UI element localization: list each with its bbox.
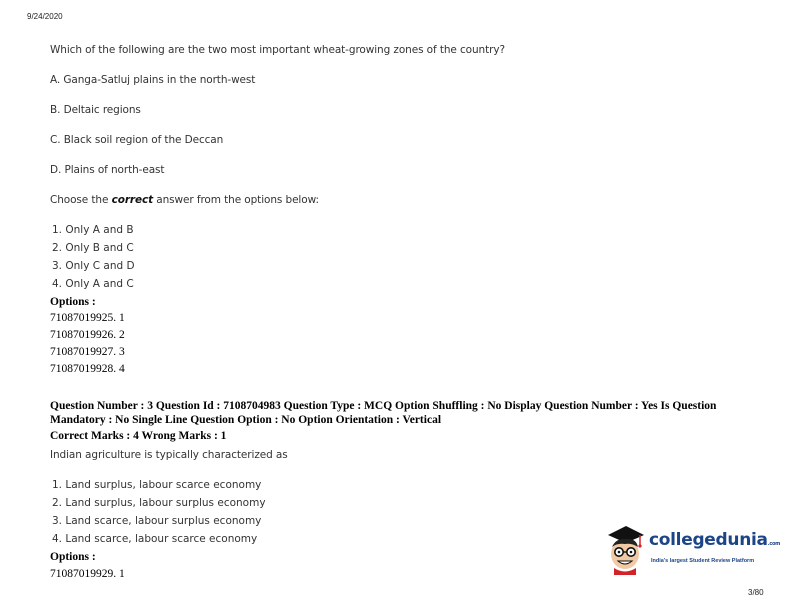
mascot-icon (604, 521, 648, 577)
print-date: 9/24/2020 (27, 12, 63, 21)
choice-4: 4. Only A and C (52, 278, 134, 290)
option-id: 71087019925. 1 (50, 312, 125, 324)
logo-wordmark (649, 530, 780, 550)
logo-name: collegedunia (649, 530, 768, 550)
instruction-before: Choose the (50, 194, 112, 206)
statement-d: D. Plains of north-east (50, 164, 165, 176)
marks-info: Correct Marks : 4 Wrong Marks : 1 (50, 430, 227, 442)
question-meta: Question Number : 3 Question Id : 7108704983 Question Type : MCQ Option Shuffling : No Display Question Number : Yes Is Question (50, 400, 717, 412)
choice-1: 1. Only A and B (52, 224, 134, 236)
option-id: 71087019929. 1 (50, 568, 125, 580)
collegedunia-logo (604, 521, 781, 577)
options-label: Options : (50, 296, 96, 308)
option-id: 71087019927. 3 (50, 346, 125, 358)
choice-2: 2. Only B and C (52, 242, 134, 254)
question-text: Indian agriculture is typically characterized as (50, 449, 288, 461)
option-id: 71087019928. 4 (50, 363, 125, 375)
statement-a: A. Ganga-Satluj plains in the north-west (50, 74, 256, 86)
instruction-emphasis: correct (111, 194, 154, 206)
question-text: Which of the following are the two most important wheat-growing zones of the country? (50, 44, 505, 56)
options-label: Options : (50, 551, 96, 563)
statement-c: C. Black soil region of the Deccan (50, 134, 224, 146)
choice-3: 3. Only C and D (52, 260, 135, 272)
question-meta: Mandatory : No Single Line Question Option : No Option Orientation : Vertical (50, 414, 442, 426)
statement-b: B. Deltaic regions (50, 104, 141, 116)
page-number: 3/80 (748, 588, 764, 597)
instruction (50, 194, 319, 206)
instruction-after: answer from the options below: (153, 194, 319, 206)
logo-suffix: .com (767, 541, 781, 547)
choice-1: 1. Land surplus, labour scarce economy (52, 479, 262, 491)
choice-4: 4. Land scarce, labour scarce economy (52, 533, 258, 545)
choice-2: 2. Land surplus, labour surplus economy (52, 497, 266, 509)
logo-tagline: India's largest Student Review Platform (651, 558, 755, 564)
option-id: 71087019926. 2 (50, 329, 125, 341)
choice-3: 3. Land scarce, labour surplus economy (52, 515, 262, 527)
